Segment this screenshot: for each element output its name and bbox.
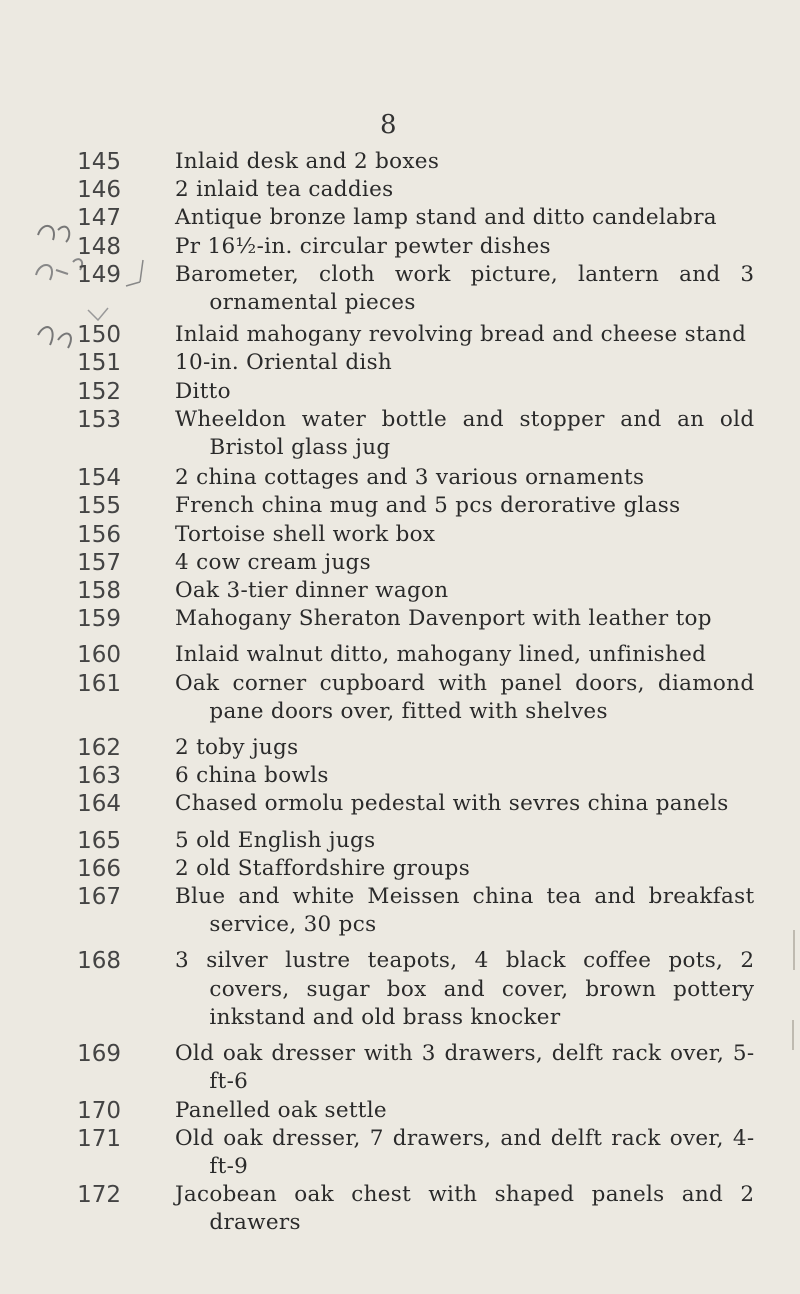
- lot-number: 150: [77, 322, 121, 349]
- lot-description: Oak corner cupboard with panel doors, diamond pane doors over, fitted with shelves: [175, 670, 755, 724]
- lot-description: French china mug and 5 pcs derorative glass: [175, 493, 681, 519]
- lot-row: [0, 1181, 800, 1237]
- lot-number: 147: [77, 205, 121, 232]
- lot-description: Panelled oak settle: [175, 1097, 387, 1123]
- lot-number: 165: [77, 827, 121, 854]
- lot-row: [0, 204, 800, 232]
- lot-number: 155: [77, 493, 121, 520]
- lot-row: [0, 762, 800, 790]
- lot-row: [0, 734, 800, 762]
- lot-number: 154: [77, 465, 121, 492]
- lot-row: [0, 349, 800, 377]
- lot-number: 146: [77, 177, 121, 204]
- lot-number: 171: [77, 1125, 121, 1152]
- lot-number: 156: [77, 521, 121, 548]
- lot-row: [0, 321, 800, 349]
- lot-description: Oak 3-tier dinner wagon: [175, 578, 449, 604]
- lot-row: [0, 521, 800, 549]
- lot-row: [0, 641, 800, 669]
- lot-description: Pr 16½-in. circular pewter dishes: [175, 233, 551, 259]
- lot-description: 3 silver lustre teapots, 4 black coffee pots, 2 covers, sugar box and cover, brown pottery inkstand and old brass knocker: [175, 948, 755, 1030]
- lot-description: 2 china cottages and 3 various ornaments: [175, 465, 645, 491]
- lot-number: 159: [77, 606, 121, 633]
- lot-row: [0, 549, 800, 577]
- lot-description: Jacobean oak chest with shaped panels and 2 drawers: [175, 1182, 755, 1236]
- lot-description: 10-in. Oriental dish: [175, 350, 393, 376]
- lot-row: [0, 233, 800, 261]
- lot-description: Wheeldon water bottle and stopper and an old Bristol glass jug: [175, 406, 755, 461]
- lot-number: 149: [77, 261, 121, 288]
- lot-description: Inlaid walnut ditto, mahogany lined, unfinished: [175, 642, 707, 668]
- lot-number: 153: [77, 406, 121, 433]
- lot-row: [0, 261, 800, 317]
- page-number: 8: [380, 110, 397, 140]
- edge-mark: [793, 930, 795, 970]
- lot-description: 2 inlaid tea caddies: [175, 177, 394, 203]
- lot-row: [0, 883, 800, 939]
- lot-description: 5 old English jugs: [175, 827, 376, 853]
- lot-number: 162: [77, 735, 121, 762]
- lot-row: [0, 947, 800, 1032]
- lot-row: [0, 1125, 800, 1181]
- lot-description: Barometer, cloth work picture, lantern and 3 ornamental pieces: [175, 261, 755, 316]
- lot-number: 166: [77, 855, 121, 882]
- lot-number: 163: [77, 763, 121, 790]
- lot-number: 164: [77, 791, 121, 818]
- lot-number: 145: [77, 149, 121, 175]
- lot-number: 170: [77, 1097, 121, 1124]
- lot-row: [0, 148, 800, 176]
- lot-number: 152: [77, 378, 121, 405]
- lot-number: 168: [77, 948, 121, 975]
- lot-number: 160: [77, 642, 121, 669]
- lot-description: 6 china bowls: [175, 763, 329, 789]
- lot-description: 2 toby jugs: [175, 735, 299, 761]
- lot-row: [0, 1040, 800, 1096]
- lot-description: Inlaid mahogany revolving bread and cheese stand: [175, 322, 747, 348]
- edge-mark: [792, 1020, 794, 1050]
- lot-row: [0, 492, 800, 520]
- lot-description: 2 old Staffordshire groups: [175, 855, 471, 881]
- lot-number: 157: [77, 549, 121, 576]
- lot-row: [0, 1097, 800, 1125]
- lot-row: [0, 176, 800, 204]
- lot-row: [0, 406, 800, 462]
- lot-row: [0, 378, 800, 406]
- lot-row: [0, 670, 800, 726]
- lot-row: [0, 790, 800, 818]
- lot-number: 167: [77, 884, 121, 911]
- lot-row: [0, 464, 800, 492]
- lot-description: Antique bronze lamp stand and ditto candelabra: [175, 205, 717, 231]
- lot-list: [0, 148, 800, 1238]
- lot-description: Inlaid desk and 2 boxes: [175, 149, 440, 174]
- lot-row: [0, 855, 800, 883]
- lot-description: Blue and white Meissen china tea and breakfast service, 30 pcs: [175, 884, 755, 938]
- lot-row: [0, 577, 800, 605]
- lot-description: 4 cow cream jugs: [175, 549, 371, 575]
- lot-description: Chased ormolu pedestal with sevres china panels: [175, 791, 729, 817]
- lot-row: [0, 605, 800, 633]
- lot-number: 161: [77, 670, 121, 697]
- lot-number: 172: [77, 1182, 121, 1209]
- lot-number: 158: [77, 578, 121, 605]
- lot-description: Tortoise shell work box: [175, 521, 436, 547]
- lot-row: [0, 827, 800, 855]
- lot-description: Mahogany Sheraton Davenport with leather top: [175, 606, 712, 632]
- lot-number: 169: [77, 1041, 121, 1068]
- lot-description: Ditto: [175, 378, 231, 404]
- lot-description: Old oak dresser with 3 drawers, delft rack over, 5-ft-6: [175, 1041, 755, 1095]
- lot-number: 151: [77, 350, 121, 377]
- lot-number: 148: [77, 233, 121, 260]
- lot-description: Old oak dresser, 7 drawers, and delft rack over, 4-ft-9: [175, 1125, 755, 1179]
